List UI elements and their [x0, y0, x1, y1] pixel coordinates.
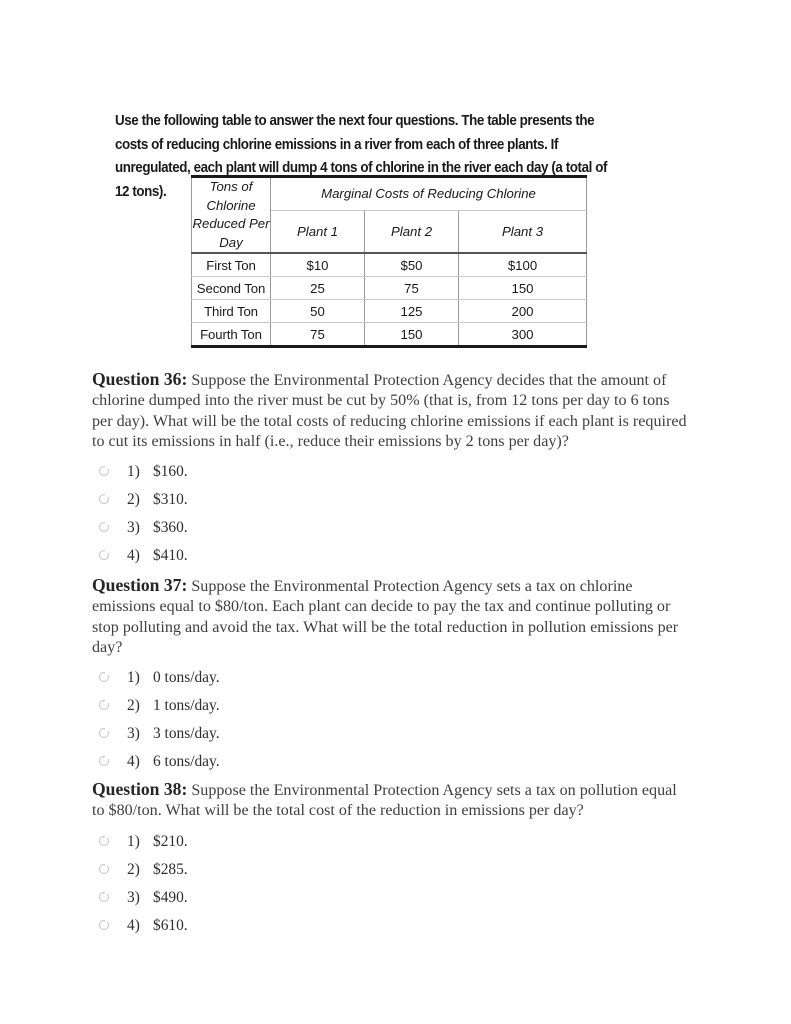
- option-row[interactable]: [92, 664, 692, 692]
- table-row-label: First Ton: [192, 253, 271, 277]
- table-cell: 50: [271, 300, 365, 323]
- table-cell: 75: [271, 323, 365, 347]
- option-label: $610.: [153, 916, 188, 934]
- table-row-label: Third Ton: [192, 300, 271, 323]
- question-block-37: [92, 575, 692, 776]
- marginal-cost-table: [191, 175, 587, 348]
- option-label: $310.: [153, 491, 188, 509]
- option-number: 1): [127, 463, 140, 481]
- option-label: $410.: [153, 547, 188, 565]
- option-number: 2): [127, 697, 140, 715]
- options-list-38: [92, 828, 692, 940]
- option-number: 3): [127, 888, 140, 906]
- question-block-38: [92, 779, 692, 940]
- radio-button-icon[interactable]: [99, 494, 109, 504]
- table-row-label: Fourth Ton: [192, 323, 271, 347]
- option-number: 4): [127, 547, 140, 565]
- option-label: 6 tons/day.: [153, 753, 220, 771]
- question-body-37: Suppose the Environmental Protection Agency sets a tax on chlorine emissions equal to $80/ton. Each plant can decide to pay the tax and continue polluting or stop polluting and avoid the tax. What will be the total reduction in pollution emissions per day?: [92, 578, 679, 656]
- table-cell: 25: [271, 277, 365, 300]
- option-label: $490.: [153, 888, 188, 906]
- option-row[interactable]: [92, 912, 692, 940]
- question-body-36: Suppose the Environmental Protection Agency decides that the amount of chlorine dumped into the river must be cut by 50% (that is, from 12 tons per day to 6 tons per day). What will be the total costs of reducing chlorine emissions if each plant is required to cut its emissions in half (i.e., reduce their emissions by 2 tons per day)?: [92, 372, 687, 450]
- table-cell: $10: [271, 253, 365, 277]
- radio-button-icon[interactable]: [99, 864, 109, 874]
- option-label: $160.: [153, 463, 188, 481]
- option-label: $285.: [153, 860, 188, 878]
- option-number: 4): [127, 753, 140, 771]
- radio-button-icon[interactable]: [99, 700, 109, 710]
- table-cell: $100: [459, 253, 587, 277]
- table-col-header-plant-2: Plant 2: [365, 210, 459, 253]
- option-row[interactable]: [92, 486, 692, 514]
- radio-button-icon[interactable]: [99, 756, 109, 766]
- options-list-37: [92, 664, 692, 776]
- option-number: 1): [127, 669, 140, 687]
- option-number: 2): [127, 860, 140, 878]
- option-row[interactable]: [92, 458, 692, 486]
- option-number: 1): [127, 832, 140, 850]
- option-row[interactable]: [92, 692, 692, 720]
- question-label-37: Question 37:: [92, 575, 188, 595]
- table-cell: 125: [365, 300, 459, 323]
- option-label: 0 tons/day.: [153, 669, 220, 687]
- option-label: $360.: [153, 519, 188, 537]
- table-row: [192, 323, 587, 347]
- option-row[interactable]: [92, 884, 692, 912]
- radio-button-icon[interactable]: [99, 836, 109, 846]
- intro-paragraph: Use the following table to answer the next four questions. The table presents the costs of reducing chlorine emissions in a river from each of three plants. If unregulated, each plant will dump 4 tons of chlorine in the river each day (a total of 12 tons).: [115, 113, 607, 200]
- table-cell: 200: [459, 300, 587, 323]
- table-cell: 150: [459, 277, 587, 300]
- table-row-label: Second Ton: [192, 277, 271, 300]
- radio-button-icon[interactable]: [99, 728, 109, 738]
- option-row[interactable]: [92, 542, 692, 570]
- option-row[interactable]: [92, 748, 692, 776]
- table-row: [192, 277, 587, 300]
- option-row[interactable]: [92, 856, 692, 884]
- question-label-36: Question 36:: [92, 369, 188, 389]
- question-text-36: [92, 369, 692, 452]
- table-col-header-plant-1: Plant 1: [271, 210, 365, 253]
- option-label: 3 tons/day.: [153, 725, 220, 743]
- radio-button-icon[interactable]: [99, 892, 109, 902]
- option-row[interactable]: [92, 514, 692, 542]
- option-number: 3): [127, 519, 140, 537]
- table-cell: 150: [365, 323, 459, 347]
- radio-button-icon[interactable]: [99, 466, 109, 476]
- question-body-38: Suppose the Environmental Protection Agency sets a tax on pollution equal to $80/ton. What will be the total cost of the reduction in emissions per day?: [92, 782, 677, 820]
- marginal-cost-table-container: [191, 175, 586, 348]
- table-row: [192, 253, 587, 277]
- option-label: $210.: [153, 832, 188, 850]
- question-label-38: Question 38:: [92, 779, 188, 799]
- option-row[interactable]: [92, 720, 692, 748]
- option-number: 3): [127, 725, 140, 743]
- radio-button-icon[interactable]: [99, 550, 109, 560]
- table-col-header-plant-3: Plant 3: [459, 210, 587, 253]
- option-number: 4): [127, 916, 140, 934]
- table-row-header-label: Tons of Chlorine Reduced Per Day: [192, 177, 271, 254]
- table-header-row-span: [192, 177, 587, 211]
- radio-button-icon[interactable]: [99, 672, 109, 682]
- table-cell: 300: [459, 323, 587, 347]
- radio-button-icon[interactable]: [99, 522, 109, 532]
- table-span-header: Marginal Costs of Reducing Chlorine: [271, 177, 587, 211]
- question-text-37: [92, 575, 692, 658]
- option-label: 1 tons/day.: [153, 697, 220, 715]
- table-row: [192, 300, 587, 323]
- radio-button-icon[interactable]: [99, 920, 109, 930]
- options-list-36: [92, 458, 692, 570]
- table-cell: 75: [365, 277, 459, 300]
- option-number: 2): [127, 491, 140, 509]
- option-row[interactable]: [92, 828, 692, 856]
- question-text-38: [92, 779, 692, 822]
- question-block-36: [92, 369, 692, 570]
- table-cell: $50: [365, 253, 459, 277]
